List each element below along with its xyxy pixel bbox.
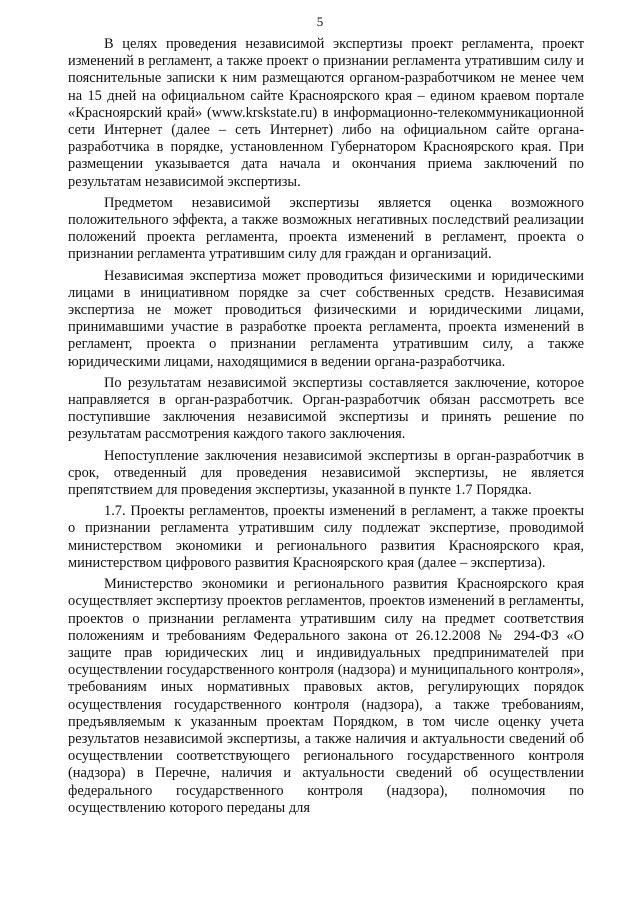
paragraph-2: Предметом независимой экспертизы является оценка возможного положительного эффекта, а также возможных негативных последствий реализации положений проекта регламента, проекта изменений в регламент, проекта о признании регламента утратившим силу для граждан и организаций. [68,194,584,263]
paragraph-4: По результатам независимой экспертизы составляется заключение, которое направляется в орган-разработчик. Орган-разработчик обязан рассмотреть все поступившие заключения независимой экспертизы и принять решение по результатам рассмотрения каждого такого заключения. [68,374,584,443]
body-text [68,36,584,821]
page-number: 5 [316,14,324,29]
paragraph-3: Независимая экспертиза может проводиться физическими и юридическими лицами в инициативном порядке за счет собственных средств. Независимая экспертиза не может проводиться физическими и юридическими лицами, принимавшими участие в разработке проекта регламента, проекта изменений в регламент, проекта о признании регламента утратившим силу, а также юридическими лицами, находящимися в ведении органа-разработчика. [68,267,584,370]
paragraph-1: В целях проведения независимой экспертизы проект регламента, проект изменений в регламент, а также проект о признании регламента утратившим силу и пояснительные записки к ним размещаются органом-разработчиком не менее чем на 15 дней на официальном сайте Красноярского края – едином краевом портале «Красноярский край» (www.krskstate.ru) в информационно-телекоммуникационной сети Интернет (далее – сеть Интернет) либо на официальном сайте органа-разработчика в порядке, установленном Губернатором Красноярского края. При размещении указывается дата начала и окончания приема заключений по результатам независимой экспертизы. [68,36,584,190]
paragraph-6: 1.7. Проекты регламентов, проекты изменений в регламент, а также проекты о признании регламента утратившим силу подлежат экспертизе, проводимой министерством экономики и регионального развития Красноярского края, министерством цифрового развития Красноярского края (далее – экспертиза). [68,503,584,571]
paragraph-7: Министерство экономики и регионального развития Красноярского края осуществляет экспертизу проектов регламентов, проектов изменений в регламенты, проектов о признании регламента утратившим силу на предмет соответствия положениям и требованиям Федерального закона от 26.12.2008 № 294-ФЗ «О защите прав юридических лиц и индивидуальных предпринимателей при осуществлении государственного контроля (надзора) и муниципального контроля», требованиям иных нормативных правовых актов, регулирующих порядок осуществления государственного контроля (надзора), а также требованиям, предъявляемым к указанным проектам Порядком, в том числе оценку учета результатов независимой экспертизы, а также наличия и актуальности сведений об осуществлении соответствующего регионального государственного контроля (надзора) в Перечне, наличия и актуальности сведений об осуществлении федерального государственного контроля (надзора), полномочия по осуществлению которого переданы для [68,576,584,816]
paragraph-5: Непоступление заключения независимой экспертизы в орган-разработчик в срок, отведенный для проведения независимой экспертизы, не является препятствием для проведения экспертизы, указанной в пункте 1.7 Порядка. [68,447,584,499]
